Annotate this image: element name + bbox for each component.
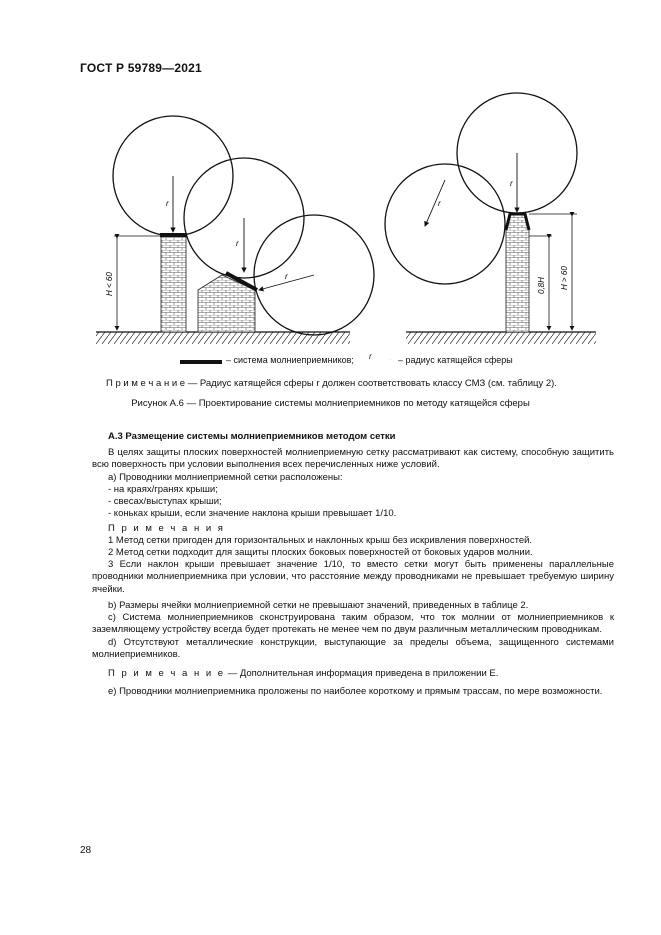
- tall-chimney: [161, 236, 186, 332]
- figure-note: [106, 378, 557, 389]
- sphere-circle: [385, 164, 505, 284]
- radius-label: r: [438, 199, 441, 208]
- lightning-conductor: [160, 233, 187, 237]
- note-prefix: П р и м е ч а н и е: [106, 378, 186, 389]
- right-scene: [385, 93, 596, 344]
- note-prefix: П р и м е ч а н и е: [108, 668, 226, 679]
- page-number: 28: [80, 845, 92, 856]
- radius-label: r: [510, 179, 513, 188]
- note-item: 2 Метод сетки подходит для защиты плоских боковых поверхностей от боковых ударов молнии.: [108, 547, 533, 558]
- section-title: А.3 Размещение системы молниеприемников методом сетки: [108, 431, 396, 442]
- height-label: H > 60: [560, 266, 569, 290]
- legend-system-label: – система молниеприемников;: [226, 355, 354, 365]
- tall-chimney: [506, 214, 529, 332]
- list-item-a: а) Проводники молниеприемной сетки расположены:: [108, 472, 343, 483]
- note-item: 1 Метод сетки пригоден для горизонтальных и наклонных крыш без искривления поверхностей.: [108, 535, 533, 546]
- note-text: — Дополнительная информация приведена в приложении Е.: [225, 668, 499, 679]
- radius-label: r: [166, 199, 169, 208]
- radius-label: r: [285, 272, 288, 281]
- list-item: - свесах/выступах крыши;: [108, 496, 222, 507]
- legend-radius-symbol: r: [369, 352, 372, 361]
- radius-label: r: [236, 239, 239, 248]
- list-item-b: b) Размеры ячейки молниеприемной сетки не превышают значений, приведенных в таблице 2.: [108, 600, 529, 611]
- list-item-e: е) Проводники молниеприемника проложены по наиболее короткому и прямым трассам, по мере возможности.: [108, 686, 603, 697]
- document-header: ГОСТ Р 59789—2021: [80, 61, 202, 75]
- legend-radius-label: – радиус катящейся сферы: [398, 355, 513, 365]
- list-item: - на краях/гранях крыши;: [108, 484, 218, 495]
- rolling-sphere-figure: [0, 0, 661, 360]
- left-scene: [96, 116, 374, 344]
- list-item-c: с) Система молниеприемников сконструирована таким образом, что ток молнии от молниеприемников к заземляющему устройству всегда будет протекать не менее чем по двум различным металлическим проводникам.: [92, 612, 614, 636]
- note-item: 3 Если наклон крыши превышает значение 1/10, то вместо сетки могут быть применены параллельные проводники молниеприемника при условии, что расстояние между проводниками не превышает требуемую ширину ячейки.: [92, 559, 614, 595]
- notes-title: П р и м е ч а н и я: [108, 523, 225, 534]
- note-additional: [108, 668, 498, 679]
- paragraph-intro: В целях защиты плоских поверхностей молниеприемную сетку рассматривают как систему, способную защитить всю поверхность при условии выполнения всех перечисленных ниже условий.: [92, 447, 614, 471]
- height-label: H < 60: [105, 272, 114, 296]
- height-label: 0,8H: [537, 277, 546, 294]
- figure-caption: Рисунок А.6 — Проектирование системы молниеприемников по методу катящейся сферы: [131, 398, 530, 409]
- note-text: — Радиус катящейся сферы r должен соответствовать классу СМЗ (см. таблицу 2).: [185, 378, 557, 389]
- list-item-d: d) Отсутствуют металлические конструкции, выступающие за пределы объема, защищенного системами молниеприемников.: [92, 637, 614, 661]
- list-item: - коньках крыши, если значение наклона крыши превышает 1/10.: [108, 508, 397, 519]
- legend-system-symbol: [180, 360, 222, 364]
